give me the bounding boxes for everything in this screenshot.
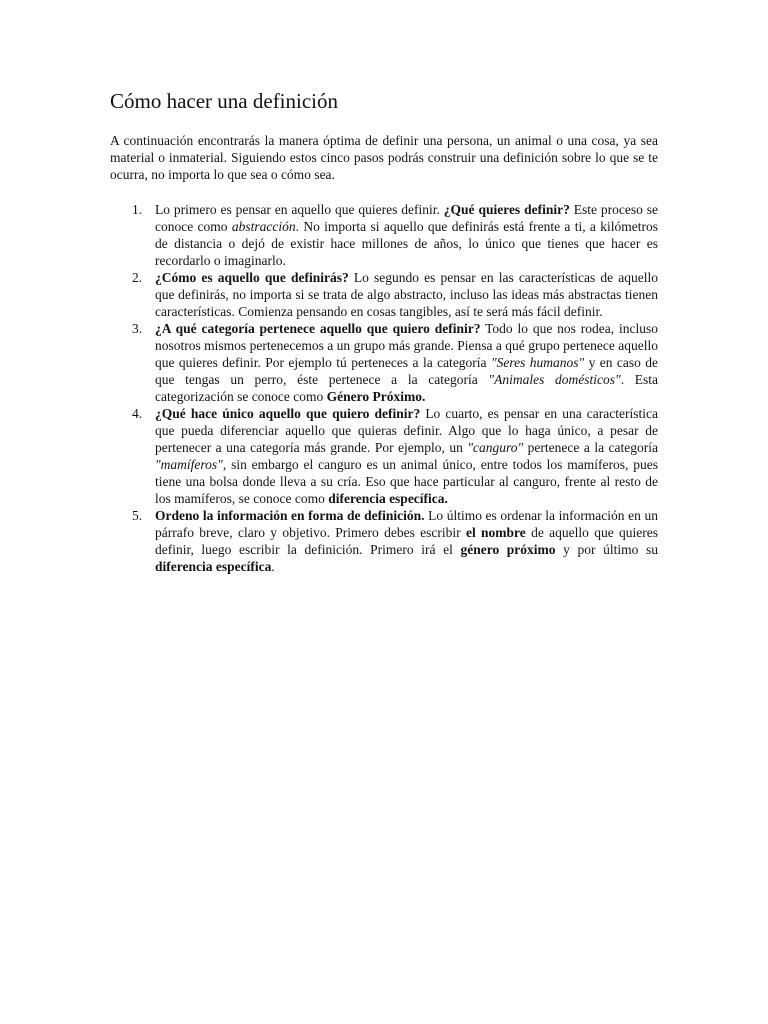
- item-bold-text: ¿Qué quieres definir?: [443, 202, 570, 217]
- item-number: 5.: [132, 508, 143, 523]
- list-item-4: [110, 405, 658, 507]
- list-item-2: [110, 269, 658, 320]
- item-number: 1.: [132, 202, 143, 217]
- item-bold-text: diferencia específica: [155, 559, 272, 574]
- item-number: 4.: [132, 406, 143, 421]
- item-italic-text: "Seres humanos": [490, 355, 585, 370]
- item-bold-text: Género Próximo.: [326, 389, 426, 404]
- list-item-3: [110, 320, 658, 405]
- item-text: y en caso de que tengas un perro, éste pertenece a la categoría: [155, 355, 658, 387]
- item-italic-text: "Animales domésticos": [488, 372, 621, 387]
- item-italic-text: "mamíferos",: [155, 457, 227, 472]
- item-bold-text: género próximo: [460, 542, 556, 557]
- item-text: de aquello que quieres definir, luego escribir la definición. Primero irá el: [155, 525, 659, 557]
- item-text: Todo lo que nos rodea, incluso nosotros mismos pertenecemos a un grupo más grande. Piensa a qué grupo pertenece aquello que quieres definir. Por ejemplo tú perteneces a la categoría: [155, 321, 658, 370]
- list-item-1: [110, 201, 658, 269]
- item-text: .: [271, 559, 275, 574]
- item-text: . Esta categorización se conoce como: [155, 372, 658, 404]
- item-text: Lo último es ordenar la información en un párrafo breve, claro y objetivo. Primero debes escribir: [155, 508, 658, 540]
- item-text: Lo segundo es pensar en las características de aquello que definirás, no importa si se trata de algo abstracto, incluso las ideas más abstractas tienen características. Comienza pensando en cosas tangibles, así te será más fácil definir.: [155, 270, 658, 319]
- item-bold-text: diferencia específica.: [328, 491, 448, 506]
- item-text: sin embargo el canguro es un animal único, entre todos los mamíferos, pues tiene una bolsa donde lleva a su cría. Eso que hace particular al canguro, frente al resto de los mamíferos, se conoce como: [155, 457, 658, 506]
- item-number: 2.: [132, 270, 143, 285]
- list-item-5: [110, 507, 658, 575]
- item-bold-text: ¿Cómo es aquello que definirás?: [155, 270, 349, 285]
- item-number: 3.: [132, 321, 143, 336]
- item-italic-text: "canguro": [467, 440, 524, 455]
- document-title: Cómo hacer una definición: [110, 89, 339, 113]
- item-italic-text: abstracción: [231, 219, 296, 234]
- item-bold-text: Ordeno la información en forma de definición.: [155, 508, 425, 523]
- item-text: pertenece a la categoría: [523, 440, 658, 455]
- item-bold-text: el nombre: [465, 525, 526, 540]
- item-text: Lo cuarto, es pensar en una característica que pueda diferenciar aquello que quieras definir. Algo que lo haga único, a pesar de pertenecer a una categoría más grande. Por ejemplo, un: [155, 406, 658, 455]
- item-text: . No importa si aquello que definirás está frente a ti, a kilómetros de distancia o dejó de existir hace millones de años, lo único que tienes que hacer es recordarlo o imaginarlo.: [155, 219, 658, 268]
- item-text: Lo primero es pensar en aquello que quieres definir.: [155, 202, 444, 217]
- item-text: Este proceso se conoce como: [155, 202, 658, 234]
- item-text: y por último su: [555, 542, 658, 557]
- item-bold-text: ¿A qué categoría pertenece aquello que quiero definir?: [155, 321, 481, 336]
- intro-paragraph: A continuación encontrarás la manera óptima de definir una persona, un animal o una cosa, ya sea material o inmaterial. Siguiendo estos cinco pasos podrás construir una definición sobre lo que se te ocurra, no importa lo que sea o cómo sea.: [110, 133, 658, 182]
- steps-list: [110, 201, 658, 575]
- item-bold-text: ¿Qué hace único aquello que quiero definir?: [155, 406, 421, 421]
